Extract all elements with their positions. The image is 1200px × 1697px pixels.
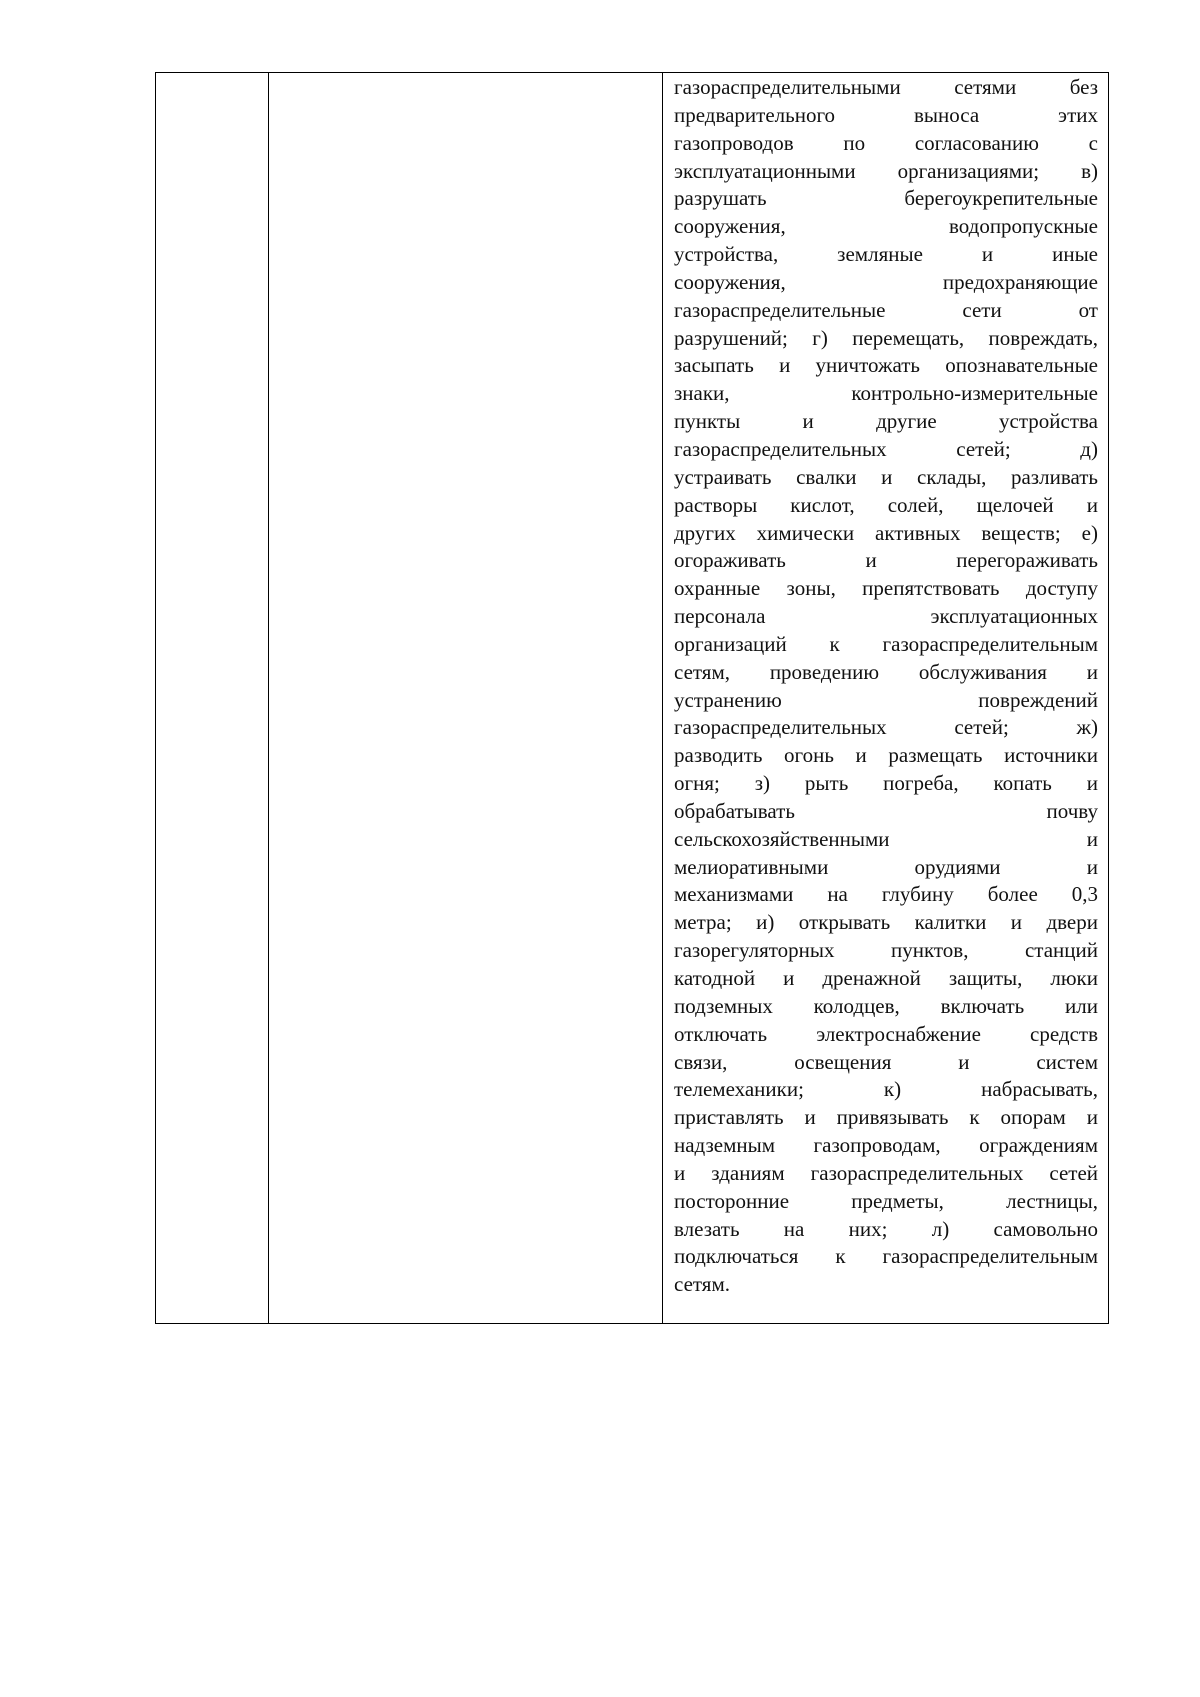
text-line: газораспределительными сетями без	[674, 75, 1098, 99]
table-cell-number	[156, 73, 269, 1324]
text-line: сельскохозяйственными и	[674, 826, 1098, 851]
text-line: огня; з) рыть погреба, копать и	[674, 771, 1098, 796]
text-line: сооружения, предохраняющие	[674, 269, 1098, 294]
text-line: газораспределительных сетей; ж)	[674, 715, 1098, 740]
text-line: газораспределительные сети от	[674, 297, 1098, 322]
text-line: засыпать и уничтожать опознавательные	[674, 353, 1098, 378]
text-line: газорегуляторных пунктов, станций	[674, 938, 1098, 963]
text-line: устраивать свалки и склады, разливать	[674, 464, 1098, 489]
text-line: растворы кислот, солей, щелочей и	[674, 492, 1098, 517]
text-line: знаки, контрольно-измерительные	[674, 381, 1098, 406]
restrictions-paragraph	[663, 73, 1108, 1299]
text-line: разрушений; г) перемещать, повреждать,	[674, 325, 1098, 350]
text-line: газораспределительных сетей; д)	[674, 436, 1098, 461]
text-line: сооружения, водопропускные	[674, 214, 1098, 239]
text-line: метра; и) открывать калитки и двери	[674, 910, 1098, 935]
text-line: сетям.	[674, 1272, 730, 1297]
text-line: подключаться к газораспределительным	[674, 1244, 1098, 1269]
text-line: организаций к газораспределительным	[674, 631, 1098, 656]
text-line: разрушать берегоукрепительные	[674, 186, 1098, 211]
text-line: предварительного выноса этих	[674, 102, 1098, 127]
text-line: посторонние предметы, лестницы,	[674, 1188, 1098, 1213]
text-line: подземных колодцев, включать или	[674, 993, 1098, 1018]
text-line: приставлять и привязывать к опорам и	[674, 1105, 1098, 1130]
text-line: влезать на них; л) самовольно	[674, 1216, 1098, 1241]
text-line: персонала эксплуатационных	[674, 604, 1098, 629]
text-line: отключать электроснабжение средств	[674, 1021, 1098, 1046]
text-line: эксплуатационными организациями; в)	[674, 158, 1098, 183]
text-line: сетям, проведению обслуживания и	[674, 659, 1098, 684]
text-line: связи, освещения и систем	[674, 1049, 1098, 1074]
regulation-table	[155, 72, 1109, 1324]
text-line: разводить огонь и размещать источники	[674, 743, 1098, 768]
text-line: охранные зоны, препятствовать доступу	[674, 576, 1098, 601]
text-line: огораживать и перегораживать	[674, 548, 1098, 573]
table-row	[156, 73, 1109, 1324]
text-line: телемеханики; к) набрасывать,	[674, 1077, 1098, 1102]
text-line: обрабатывать почву	[674, 798, 1098, 823]
text-line: пункты и другие устройства	[674, 409, 1098, 434]
text-line: механизмами на глубину более 0,3	[674, 882, 1098, 907]
table-cell-name	[269, 73, 663, 1324]
table-cell-restrictions	[663, 73, 1109, 1324]
text-line: устранению повреждений	[674, 687, 1098, 712]
text-line: мелиоративными орудиями и	[674, 854, 1098, 879]
text-line: других химически активных веществ; е)	[674, 520, 1098, 545]
text-line: газопроводов по согласованию с	[674, 130, 1098, 155]
text-line: устройства, земляные и иные	[674, 242, 1098, 267]
text-line: надземным газопроводам, ограждениям	[674, 1133, 1098, 1158]
text-line: катодной и дренажной защиты, люки	[674, 966, 1098, 990]
text-line: и зданиям газораспределительных сетей	[674, 1160, 1098, 1185]
